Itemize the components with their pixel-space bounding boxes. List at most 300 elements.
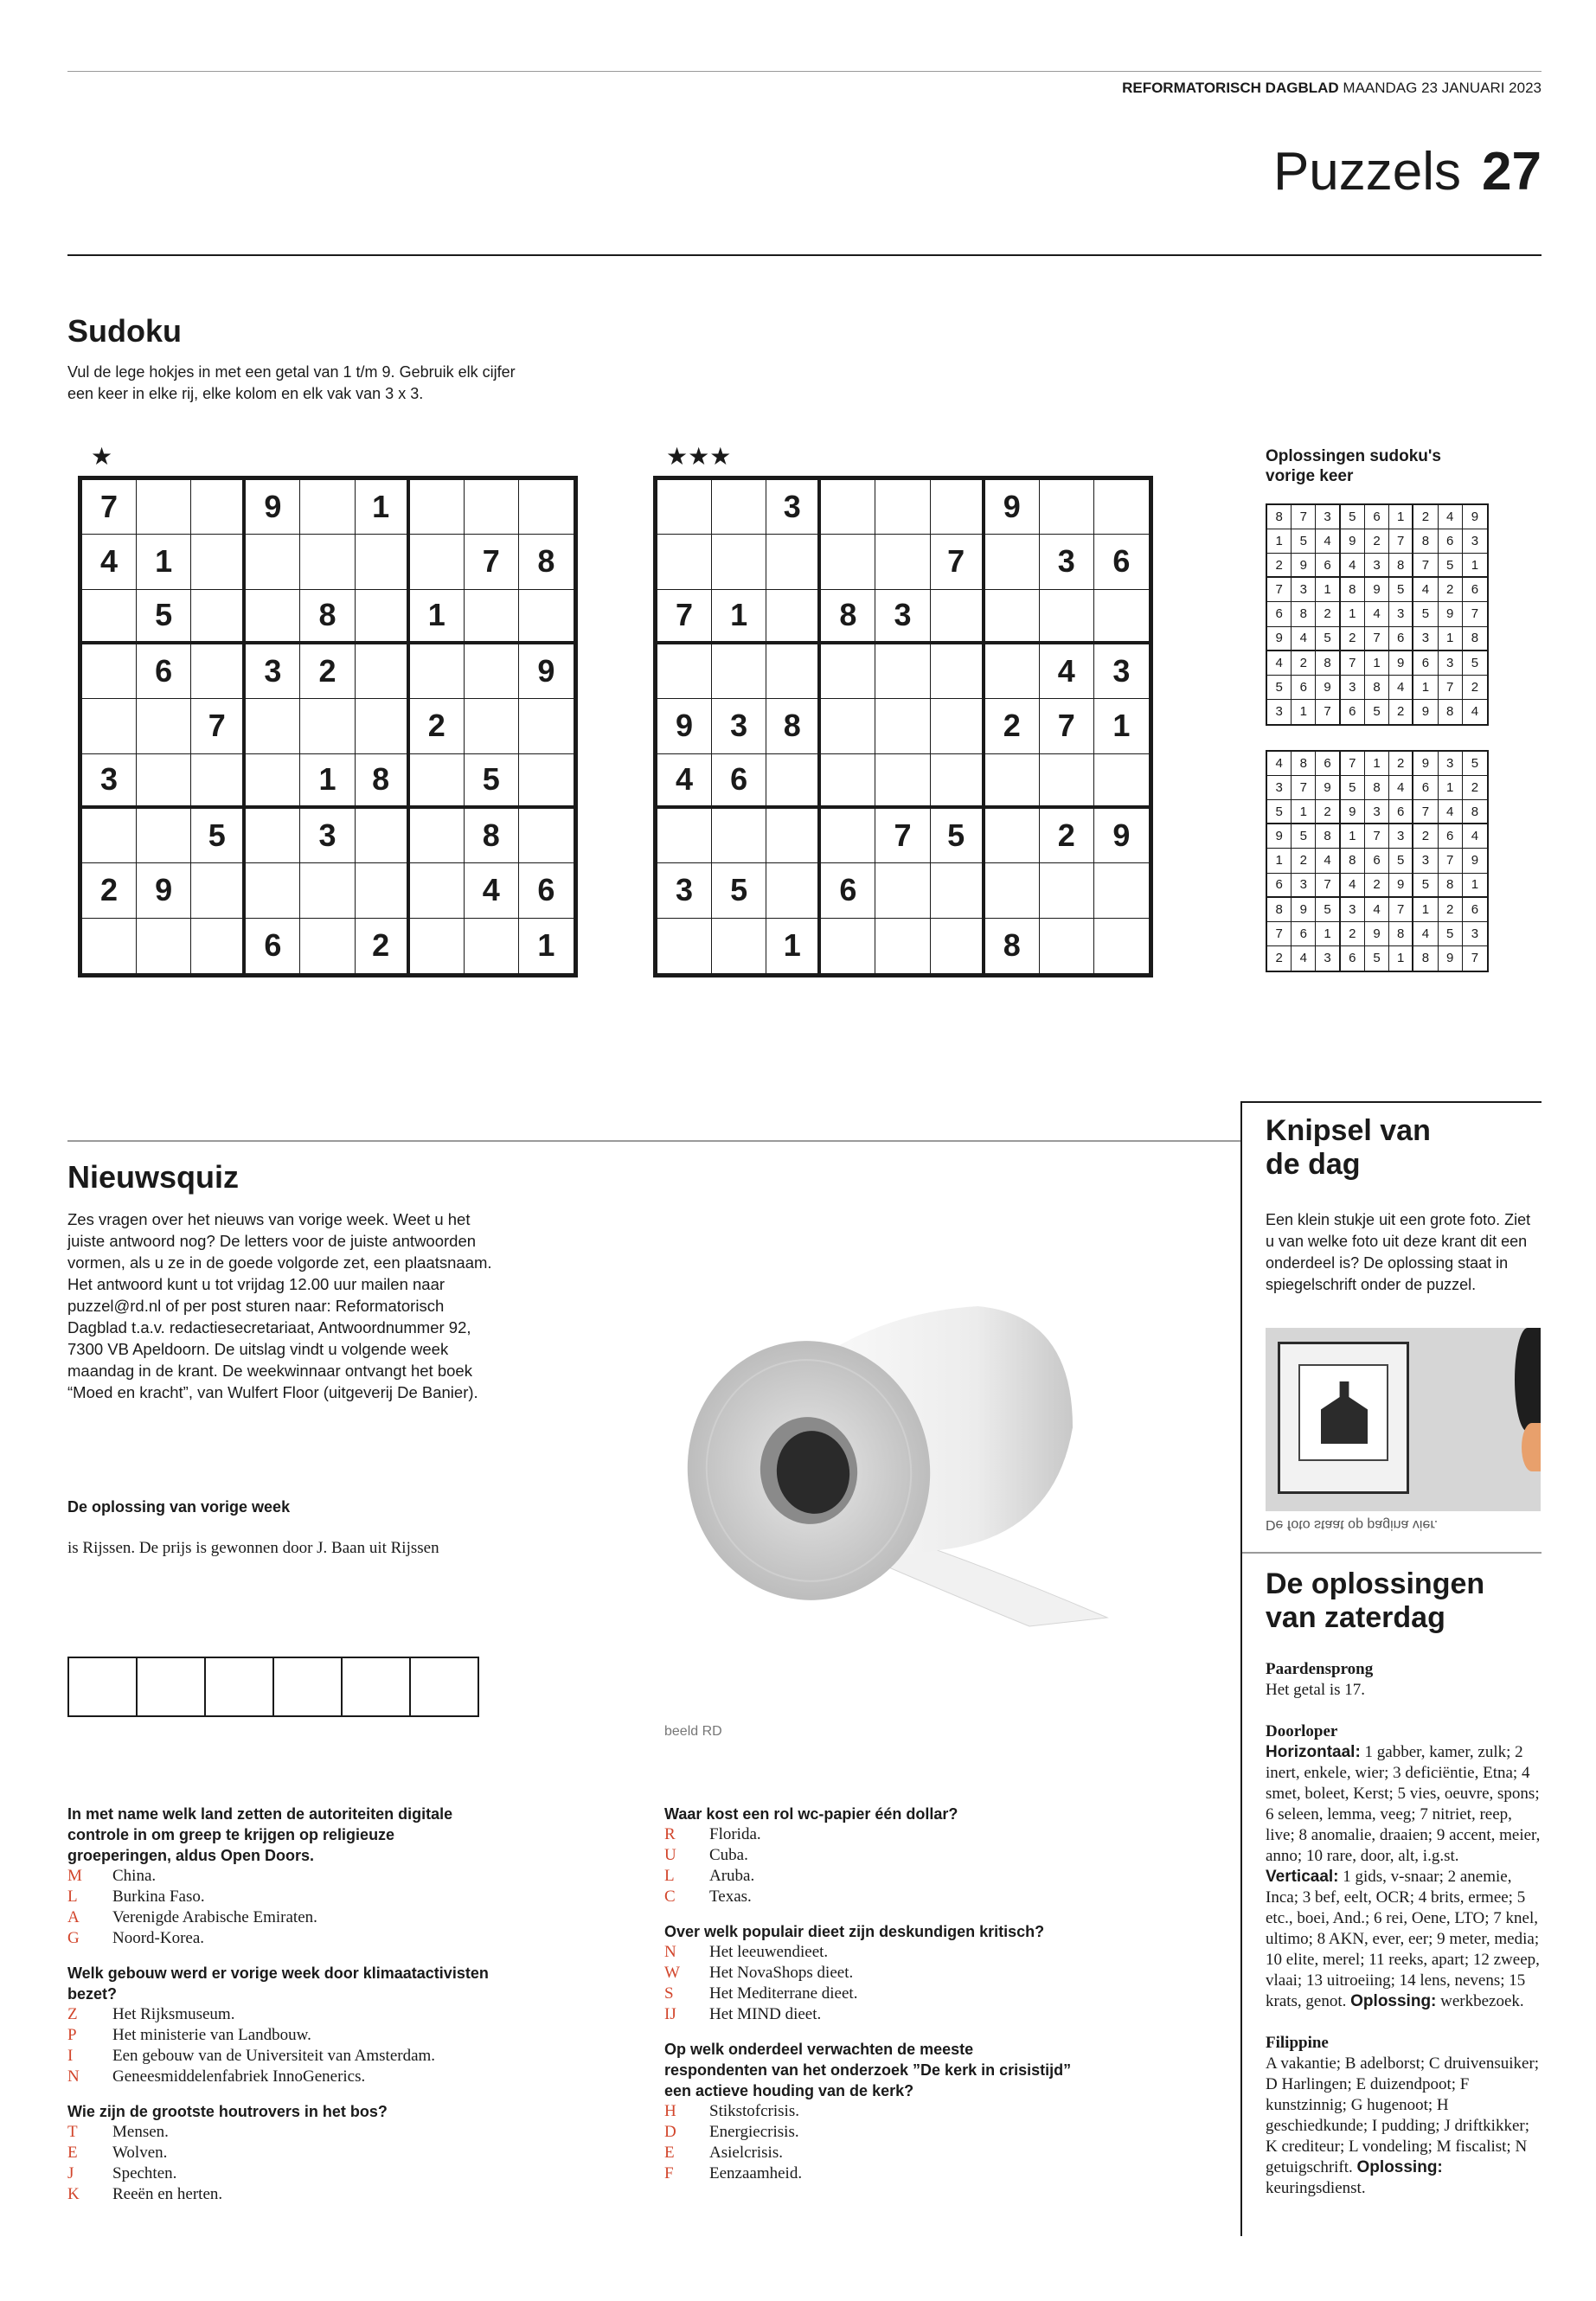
given-cell: 3	[1413, 627, 1438, 651]
given-cell: 7	[1365, 627, 1389, 651]
answer-option[interactable]: C Texas.	[664, 1888, 752, 1906]
given-cell: 2	[1463, 676, 1487, 700]
empty-cell[interactable]	[875, 699, 930, 753]
given-cell: 5	[1365, 946, 1389, 971]
given-cell: 1	[1365, 752, 1389, 776]
given-cell: 3	[82, 754, 137, 809]
given-cell: 9	[1267, 627, 1292, 651]
given-cell: 6	[1463, 898, 1487, 922]
given-cell: 2	[1389, 700, 1413, 724]
given-cell: 3	[875, 590, 930, 644]
empty-cell[interactable]	[985, 535, 1040, 589]
given-cell: 4	[1292, 946, 1316, 971]
given-cell: 7	[191, 699, 246, 753]
sudoku-intro: Vul de lege hokjes in met een getal van 1 t/m 9. Gebruik elk cijfer een keer in elke rij, elke kolom en elk vak van 3 x 3.	[67, 363, 516, 402]
answer-option[interactable]: D Energiecrisis.	[664, 2123, 799, 2141]
zaterdag-rule	[1242, 1552, 1542, 1554]
empty-cell[interactable]	[821, 644, 875, 699]
answer-option[interactable]: K Reeën en herten.	[67, 2185, 223, 2203]
empty-cell[interactable]	[82, 699, 137, 753]
empty-cell[interactable]	[712, 809, 766, 863]
empty-cell[interactable]	[300, 919, 355, 973]
empty-cell[interactable]	[356, 699, 410, 753]
empty-cell[interactable]	[246, 590, 300, 644]
empty-cell[interactable]	[465, 699, 519, 753]
given-cell: 6	[1292, 676, 1316, 700]
given-cell: 5	[1365, 700, 1389, 724]
empty-cell[interactable]	[766, 590, 821, 644]
answer-box[interactable]	[136, 1657, 206, 1717]
given-cell: 4	[1365, 602, 1389, 626]
empty-cell[interactable]	[875, 535, 930, 589]
given-cell: 8	[1413, 946, 1438, 971]
given-cell: 2	[1267, 946, 1292, 971]
given-cell: 5	[1292, 529, 1316, 554]
given-cell: 4	[1463, 824, 1487, 849]
empty-cell[interactable]	[985, 644, 1040, 699]
empty-cell[interactable]	[931, 590, 985, 644]
quiz-title: Nieuwsquiz	[67, 1159, 240, 1195]
given-cell: 8	[1439, 874, 1463, 898]
given-cell: 8	[1267, 898, 1292, 922]
empty-cell[interactable]	[766, 754, 821, 809]
empty-cell[interactable]	[356, 535, 410, 589]
empty-cell[interactable]	[1040, 480, 1094, 535]
given-cell: 5	[1341, 776, 1365, 800]
given-cell: 4	[1267, 752, 1292, 776]
given-cell: 4	[1365, 898, 1389, 922]
given-cell: 7	[1389, 529, 1413, 554]
given-cell: 1	[1267, 849, 1292, 873]
given-cell: 1	[1094, 699, 1149, 753]
empty-cell[interactable]	[657, 535, 712, 589]
sudoku-grid-easy	[78, 476, 578, 977]
answer-option[interactable]: E Wolven.	[67, 2144, 168, 2162]
answer-box[interactable]	[341, 1657, 411, 1717]
empty-cell[interactable]	[465, 590, 519, 644]
given-cell: 8	[1341, 578, 1365, 602]
given-cell: 6	[519, 863, 574, 918]
given-cell: 7	[1365, 824, 1389, 849]
given-cell: 2	[356, 919, 410, 973]
answer-option[interactable]: W Het NovaShops dieet.	[664, 1964, 854, 1982]
header-rule	[67, 254, 1542, 256]
solution-grid-1	[1266, 503, 1489, 726]
empty-cell[interactable]	[821, 480, 875, 535]
given-cell: 2	[1316, 602, 1340, 626]
empty-cell[interactable]	[356, 590, 410, 644]
given-cell: 8	[519, 535, 574, 589]
given-cell: 6	[1316, 752, 1340, 776]
given-cell: 9	[1341, 529, 1365, 554]
answer-option[interactable]: E Asielcrisis.	[664, 2144, 783, 2162]
empty-cell[interactable]	[931, 644, 985, 699]
empty-cell[interactable]	[300, 863, 355, 918]
empty-cell[interactable]	[410, 863, 465, 918]
given-cell: 1	[1389, 946, 1413, 971]
given-cell: 9	[985, 480, 1040, 535]
given-cell: 2	[1341, 922, 1365, 946]
given-cell: 6	[1389, 627, 1413, 651]
knipsel-title: Knipsel van de dag	[1266, 1114, 1431, 1182]
empty-cell[interactable]	[410, 754, 465, 809]
given-cell: 7	[1040, 699, 1094, 753]
given-cell: 5	[137, 590, 191, 644]
empty-cell[interactable]	[1094, 754, 1149, 809]
given-cell: 8	[1413, 529, 1438, 554]
given-cell: 5	[1463, 651, 1487, 676]
empty-cell[interactable]	[465, 919, 519, 973]
given-cell: 8	[1267, 505, 1292, 529]
empty-cell[interactable]	[410, 535, 465, 589]
given-cell: 9	[1413, 700, 1438, 724]
given-cell: 3	[766, 480, 821, 535]
given-cell: 1	[1439, 776, 1463, 800]
empty-cell[interactable]	[712, 919, 766, 973]
given-cell: 5	[1439, 554, 1463, 578]
given-cell: 6	[137, 644, 191, 699]
given-cell: 1	[137, 535, 191, 589]
empty-cell[interactable]	[875, 480, 930, 535]
empty-cell[interactable]	[519, 809, 574, 863]
empty-cell[interactable]	[82, 809, 137, 863]
empty-cell[interactable]	[1094, 919, 1149, 973]
empty-cell[interactable]	[191, 863, 246, 918]
given-cell: 7	[657, 590, 712, 644]
doorloper-vertical: Verticaal: 1 gids, v-snaar; 2 anemie, Inca; 3 bef, eelt, OCR; 4 brits, ermee; 5 etc., boei, And.; 6 rei, Oene, LTO; 7 knel, ultimo; 8 AKN, ever, eer; 9 meter, media; 10 elite, merel; 11 reeks, apart; 12 zweep, vlaai; 13 uitroeiing; 14 lens, nevens; 15 krats, genot. Oplossing: werkbezoek.	[1266, 1868, 1540, 2010]
given-cell: 5	[1463, 752, 1487, 776]
answer-option[interactable]: Z Het Rijksmuseum.	[67, 2005, 235, 2023]
given-cell: 6	[821, 863, 875, 918]
sidebar-top-rule	[1240, 1101, 1542, 1103]
empty-cell[interactable]	[985, 809, 1040, 863]
answer-option[interactable]: A Verenigde Arabische Emiraten.	[67, 1908, 317, 1926]
empty-cell[interactable]	[82, 590, 137, 644]
given-cell: 8	[1316, 824, 1340, 849]
zaterdag-solutions	[1266, 1659, 1542, 2199]
empty-cell[interactable]	[191, 590, 246, 644]
given-cell: 9	[1439, 946, 1463, 971]
solution-grid-2	[1266, 750, 1489, 972]
empty-cell[interactable]	[246, 754, 300, 809]
given-cell: 9	[657, 699, 712, 753]
empty-cell[interactable]	[300, 535, 355, 589]
answer-box[interactable]	[204, 1657, 274, 1717]
empty-cell[interactable]	[410, 480, 465, 535]
given-cell: 4	[1341, 554, 1365, 578]
answer-boxes	[67, 1657, 478, 1717]
knipsel-photo	[1266, 1328, 1541, 1511]
given-cell: 1	[537, 927, 555, 964]
given-cell: 9	[1439, 602, 1463, 626]
answer-option[interactable]: S Het Mediterrane dieet.	[664, 1984, 858, 2003]
empty-cell[interactable]	[1094, 590, 1149, 644]
empty-cell[interactable]	[137, 480, 191, 535]
empty-cell[interactable]	[931, 919, 985, 973]
given-cell: 2	[1413, 505, 1438, 529]
given-cell: 1	[1365, 651, 1389, 676]
empty-cell[interactable]	[766, 863, 821, 918]
empty-cell[interactable]	[300, 699, 355, 753]
given-cell: 8	[465, 809, 519, 863]
answer-option[interactable]: L Burkina Faso.	[67, 1888, 205, 1906]
answer-option[interactable]: T Mensen.	[67, 2123, 169, 2141]
empty-cell[interactable]	[712, 480, 766, 535]
empty-cell[interactable]	[82, 644, 137, 699]
empty-cell[interactable]	[246, 863, 300, 918]
given-cell: 7	[1292, 776, 1316, 800]
paardensprong-text: Het getal is 17.	[1266, 1681, 1366, 1699]
answer-option[interactable]: R Florida.	[664, 1825, 761, 1843]
issue-date: MAANDAG 23 JANUARI 2023	[1343, 80, 1542, 96]
empty-cell[interactable]	[821, 699, 875, 753]
given-cell: 1	[1292, 800, 1316, 824]
empty-cell[interactable]	[657, 809, 712, 863]
given-cell: 3	[1292, 874, 1316, 898]
answer-option[interactable]: J Spechten.	[67, 2164, 177, 2182]
given-cell: 1	[1463, 874, 1487, 898]
answer-box[interactable]	[409, 1657, 479, 1717]
question-text: Over welk populair dieet zijn deskundigen kritisch?	[664, 1923, 1045, 1940]
given-cell: 7	[1439, 676, 1463, 700]
given-cell: 6	[1413, 776, 1438, 800]
empty-cell[interactable]	[1040, 590, 1094, 644]
given-cell: 8	[1463, 800, 1487, 824]
doorloper-title: Doorloper	[1266, 1722, 1338, 1740]
solutions-title: Oplossingen sudoku's vorige keer	[1266, 447, 1441, 485]
given-cell: 7	[1267, 922, 1292, 946]
empty-cell[interactable]	[191, 754, 246, 809]
given-cell: 6	[1316, 554, 1340, 578]
given-cell: 5	[1267, 676, 1292, 700]
given-cell: 7	[931, 535, 985, 589]
empty-cell[interactable]	[137, 699, 191, 753]
empty-cell[interactable]	[875, 754, 930, 809]
given-cell: 3	[1439, 752, 1463, 776]
empty-cell[interactable]	[1094, 863, 1149, 918]
empty-cell[interactable]	[766, 644, 821, 699]
empty-cell[interactable]	[246, 535, 300, 589]
given-cell: 2	[1365, 874, 1389, 898]
question-6	[664, 2039, 1080, 2184]
given-cell: 9	[1341, 800, 1365, 824]
answer-option[interactable]: U Cuba.	[664, 1846, 748, 1864]
question-5	[664, 1921, 1080, 2025]
empty-cell[interactable]	[191, 644, 246, 699]
empty-cell[interactable]	[191, 919, 246, 973]
empty-cell[interactable]	[356, 863, 410, 918]
empty-cell[interactable]	[985, 754, 1040, 809]
empty-cell[interactable]	[1040, 919, 1094, 973]
empty-cell[interactable]	[657, 480, 712, 535]
empty-cell[interactable]	[821, 535, 875, 589]
given-cell: 2	[1439, 898, 1463, 922]
given-cell: 1	[1413, 898, 1438, 922]
given-cell: 8	[300, 590, 355, 644]
given-cell: 8	[1389, 554, 1413, 578]
given-cell: 7	[1316, 700, 1340, 724]
given-cell: 5	[1389, 849, 1413, 873]
given-cell: 4	[1040, 644, 1094, 699]
given-cell: 3	[1316, 505, 1340, 529]
given-cell: 9	[137, 863, 191, 918]
answer-option[interactable]: N Geneesmiddelenfabriek InnoGenerics.	[67, 2067, 366, 2086]
question-1	[67, 1804, 500, 1949]
given-cell: 3	[1267, 700, 1292, 724]
given-cell: 3	[1463, 529, 1487, 554]
given-cell: 5	[1316, 898, 1340, 922]
given-cell: 6	[1365, 849, 1389, 873]
empty-cell[interactable]	[931, 754, 985, 809]
given-cell: 5	[931, 809, 985, 863]
given-cell: 9	[1463, 505, 1487, 529]
given-cell: 1	[1341, 824, 1365, 849]
empty-cell[interactable]	[1040, 754, 1094, 809]
given-cell: 1	[1341, 602, 1365, 626]
empty-cell[interactable]	[246, 699, 300, 753]
given-cell: 1	[766, 919, 821, 973]
answer-option[interactable]: G Noord-Korea.	[67, 1929, 205, 1947]
empty-cell[interactable]	[410, 809, 465, 863]
empty-cell[interactable]	[1094, 480, 1149, 535]
empty-cell[interactable]	[657, 919, 712, 973]
given-cell: 4	[1267, 651, 1292, 676]
answer-option[interactable]: M China.	[67, 1867, 157, 1885]
given-cell: 7	[1316, 874, 1340, 898]
empty-cell[interactable]	[519, 754, 574, 809]
empty-cell[interactable]	[931, 480, 985, 535]
empty-cell[interactable]	[712, 535, 766, 589]
empty-cell[interactable]	[821, 809, 875, 863]
given-cell: 8	[985, 919, 1040, 973]
question-3	[67, 2101, 500, 2205]
answer-option[interactable]: I Een gebouw van de Universiteit van Amsterdam.	[67, 2047, 436, 2065]
empty-cell[interactable]	[875, 644, 930, 699]
given-cell: 3	[712, 699, 766, 753]
answer-box[interactable]	[272, 1657, 343, 1717]
given-cell: 5	[1413, 874, 1438, 898]
empty-cell[interactable]	[465, 480, 519, 535]
given-cell: 7	[1341, 752, 1365, 776]
empty-cell[interactable]	[766, 809, 821, 863]
paardensprong-title: Paardensprong	[1266, 1660, 1374, 1678]
empty-cell[interactable]	[191, 480, 246, 535]
empty-cell[interactable]	[465, 644, 519, 699]
given-cell: 2	[1292, 651, 1316, 676]
empty-cell[interactable]	[356, 644, 410, 699]
empty-cell[interactable]	[519, 699, 574, 753]
empty-cell[interactable]	[931, 699, 985, 753]
given-cell: 3	[1389, 602, 1413, 626]
given-cell: 3	[246, 644, 300, 699]
given-cell: 4	[657, 754, 712, 809]
answer-option[interactable]: H Stikstofcrisis.	[664, 2102, 799, 2120]
empty-cell[interactable]	[657, 644, 712, 699]
given-cell: 7	[1439, 849, 1463, 873]
given-cell: 4	[1292, 627, 1316, 651]
given-cell: 8	[1439, 700, 1463, 724]
empty-cell[interactable]	[410, 919, 465, 973]
empty-cell[interactable]	[300, 480, 355, 535]
given-cell: 9	[1292, 898, 1316, 922]
empty-cell[interactable]	[82, 919, 137, 973]
page-number: 27	[1482, 142, 1542, 202]
empty-cell[interactable]	[191, 535, 246, 589]
question-text: Op welk onderdeel verwachten de meeste respondenten van het onderzoek ”De kerk in crisistijd” een actieve houding van de kerk?	[664, 2041, 1072, 2099]
given-cell: 7	[1292, 505, 1316, 529]
given-cell: 4	[465, 863, 519, 918]
given-cell: 2	[1413, 824, 1438, 849]
empty-cell[interactable]	[875, 863, 930, 918]
zaterdag-title: De oplossingen van zaterdag	[1266, 1567, 1485, 1635]
given-cell: 5	[1439, 922, 1463, 946]
answer-option[interactable]: P Het ministerie van Landbouw.	[67, 2026, 311, 2044]
empty-cell[interactable]	[985, 590, 1040, 644]
given-cell: 3	[1094, 644, 1149, 699]
empty-cell[interactable]	[246, 809, 300, 863]
empty-cell[interactable]	[875, 919, 930, 973]
given-cell: 6	[1094, 535, 1149, 589]
answer-option[interactable]: IJ Het MIND dieet.	[664, 2005, 822, 2023]
given-cell: 6	[1463, 578, 1487, 602]
answer-option[interactable]: L Aruba.	[664, 1867, 755, 1885]
given-cell: 2	[985, 699, 1040, 753]
given-cell: 3	[300, 809, 355, 863]
empty-cell[interactable]	[766, 535, 821, 589]
given-cell: 8	[1292, 602, 1316, 626]
given-cell: 6	[712, 754, 766, 809]
empty-cell[interactable]	[356, 809, 410, 863]
given-cell: 3	[1463, 922, 1487, 946]
given-cell: 3	[1389, 824, 1413, 849]
previous-solution-title: De oplossing van vorige week	[67, 1498, 291, 1516]
given-cell: 2	[1341, 627, 1365, 651]
given-cell: 2	[1389, 752, 1413, 776]
empty-cell[interactable]	[821, 754, 875, 809]
given-cell: 6	[1341, 946, 1365, 971]
empty-cell[interactable]	[137, 809, 191, 863]
given-cell: 6	[1267, 874, 1292, 898]
given-cell: 9	[1463, 849, 1487, 873]
section-title: Puzzels	[1272, 142, 1462, 202]
given-cell: 2	[300, 644, 355, 699]
given-cell: 4	[1413, 578, 1438, 602]
answer-option[interactable]: N Het leeuwendieet.	[664, 1943, 829, 1961]
questions-left	[67, 1804, 500, 2205]
given-cell: 9	[1267, 824, 1292, 849]
empty-cell[interactable]	[985, 863, 1040, 918]
given-cell: 8	[766, 699, 821, 753]
empty-cell[interactable]	[519, 590, 574, 644]
empty-cell[interactable]	[931, 863, 985, 918]
given-cell: 2	[1365, 529, 1389, 554]
empty-cell[interactable]	[410, 644, 465, 699]
empty-cell[interactable]	[1040, 863, 1094, 918]
empty-cell[interactable]	[821, 919, 875, 973]
question-4	[664, 1804, 1080, 1907]
empty-cell[interactable]	[137, 919, 191, 973]
given-cell: 5	[1316, 627, 1340, 651]
empty-cell[interactable]	[712, 644, 766, 699]
photo-credit: beeld RD	[664, 1724, 722, 1739]
given-cell: 6	[1267, 602, 1292, 626]
sudoku-title: Sudoku	[67, 313, 182, 349]
answer-option[interactable]: F Eenzaamheid.	[664, 2164, 803, 2182]
given-cell: 9	[1389, 874, 1413, 898]
answer-box[interactable]	[67, 1657, 138, 1717]
empty-cell[interactable]	[519, 480, 574, 535]
empty-cell[interactable]	[137, 754, 191, 809]
